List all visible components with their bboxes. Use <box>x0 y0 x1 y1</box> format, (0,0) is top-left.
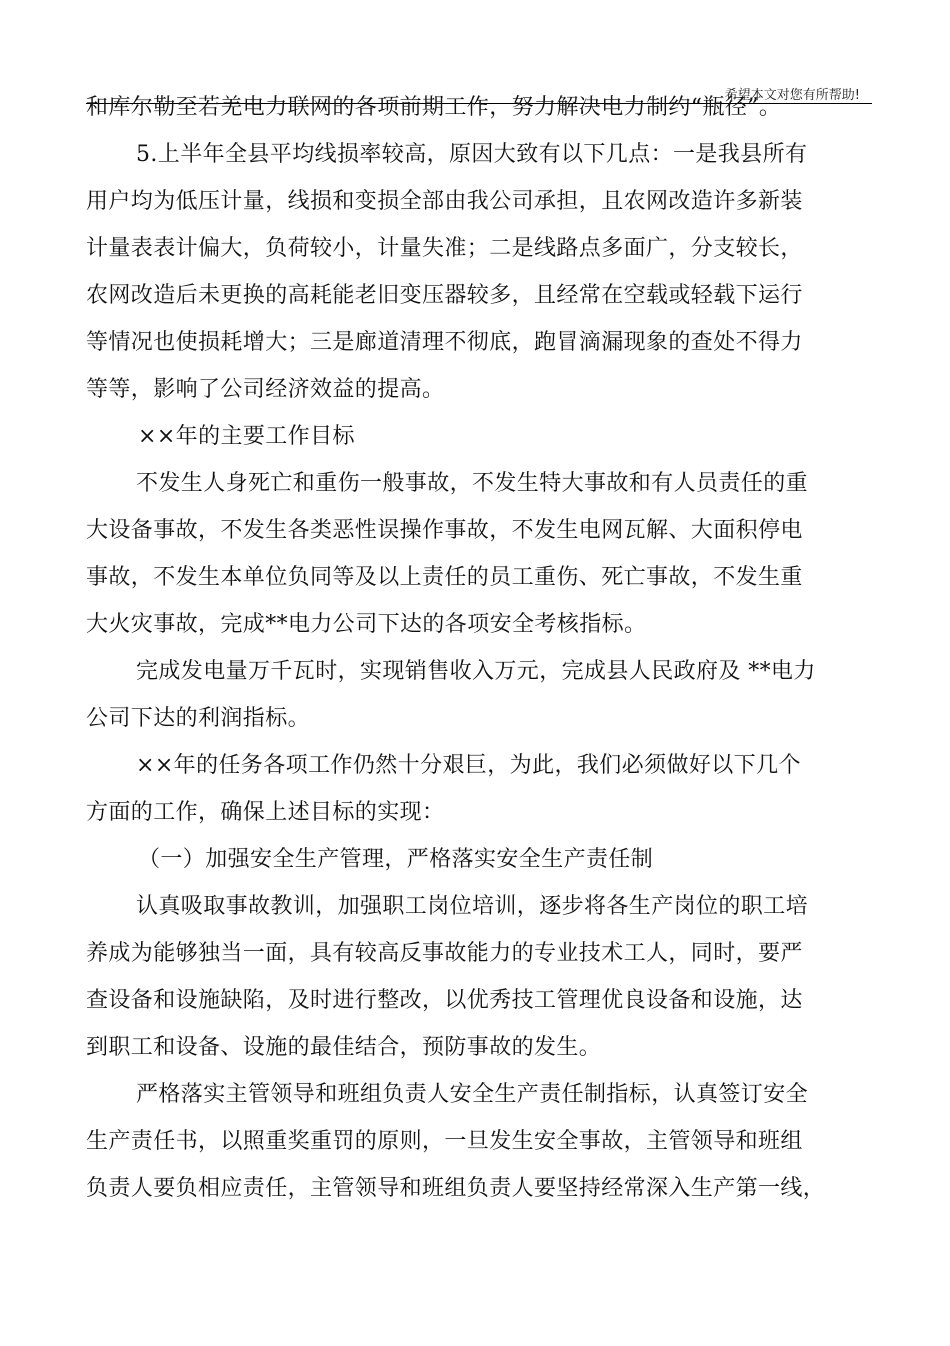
text-line: 用户均为低压计量，线损和变损全部由我公司承担，且农网改造许多新装 <box>86 189 803 214</box>
text-line: 等情况也使损耗增大；三是廊道清理不彻底，跑冒滴漏现象的查处不得力 <box>86 330 803 355</box>
text-line: 大火灾事故，完成**电力公司下达的各项安全考核指标。 <box>86 612 647 637</box>
text-line: 到职工和设备、设施的最佳结合，预防事故的发生。 <box>86 1035 602 1060</box>
text-line: 计量表表计偏大，负荷较小，计量失准；二是线路点多面广，分支较长， <box>86 236 803 261</box>
text-line: 农网改造后未更换的高耗能老旧变压器较多，且经常在空载或轻载下运行 <box>86 283 803 308</box>
text-line: 大设备事故，不发生各类恶性误操作事故，不发生电网瓦解、大面积停电 <box>86 518 803 543</box>
text-line: 负责人要负相应责任，主管领导和班组负责人要坚持经常深入生产第一线， <box>86 1176 826 1201</box>
paragraph-first-line: 不发生人身死亡和重伤一般事故，不发生特大事故和有人员责任的重 <box>136 471 809 496</box>
text-line: 方面的工作，确保上述目标的实现： <box>86 800 445 825</box>
paragraph-first-line: 5.上半年全县平均线损率较高，原因大致有以下几点：一是我县所有 <box>136 142 808 167</box>
paragraph-first-line: 完成发电量万千瓦时，实现销售收入万元，完成县人民政府及 **电力 <box>136 659 816 684</box>
document-body <box>86 96 858 1224</box>
text-line: 生产责任书，以照重奖重罚的原则，一旦发生安全事故，主管领导和班组 <box>86 1129 803 1154</box>
section-heading: ××年的主要工作目标 <box>138 424 355 449</box>
text-line: 等等，影响了公司经济效益的提高。 <box>86 377 445 402</box>
paragraph-first-line: 严格落实主管领导和班组负责人安全生产责任制指标，认真签订安全 <box>136 1082 809 1107</box>
paragraph-first-line: ××年的任务各项工作仍然十分艰巨，为此，我们必须做好以下几个 <box>136 753 801 778</box>
text-line: 养成为能够独当一面，具有较高反事故能力的专业技术工人，同时，要严 <box>86 941 803 966</box>
text-line: 和库尔勒至若羌电力联网的各项前期工作，努力解决电力制约“瓶径”。 <box>86 95 782 120</box>
text-line: 事故，不发生本单位负同等及以上责任的员工重伤、死亡事故，不发生重 <box>86 565 803 590</box>
section-heading: （一）加强安全生产管理，严格落实安全生产责任制 <box>138 847 654 872</box>
paragraph-first-line: 认真吸取事故教训，加强职工岗位培训，逐步将各生产岗位的职工培 <box>136 894 809 919</box>
text-line: 公司下达的利润指标。 <box>86 706 311 731</box>
header-note: 希望本文对您有所帮助! <box>724 88 860 103</box>
text-line: 查设备和设施缺陷，及时进行整改，以优秀技工管理优良设备和设施，达 <box>86 988 803 1013</box>
